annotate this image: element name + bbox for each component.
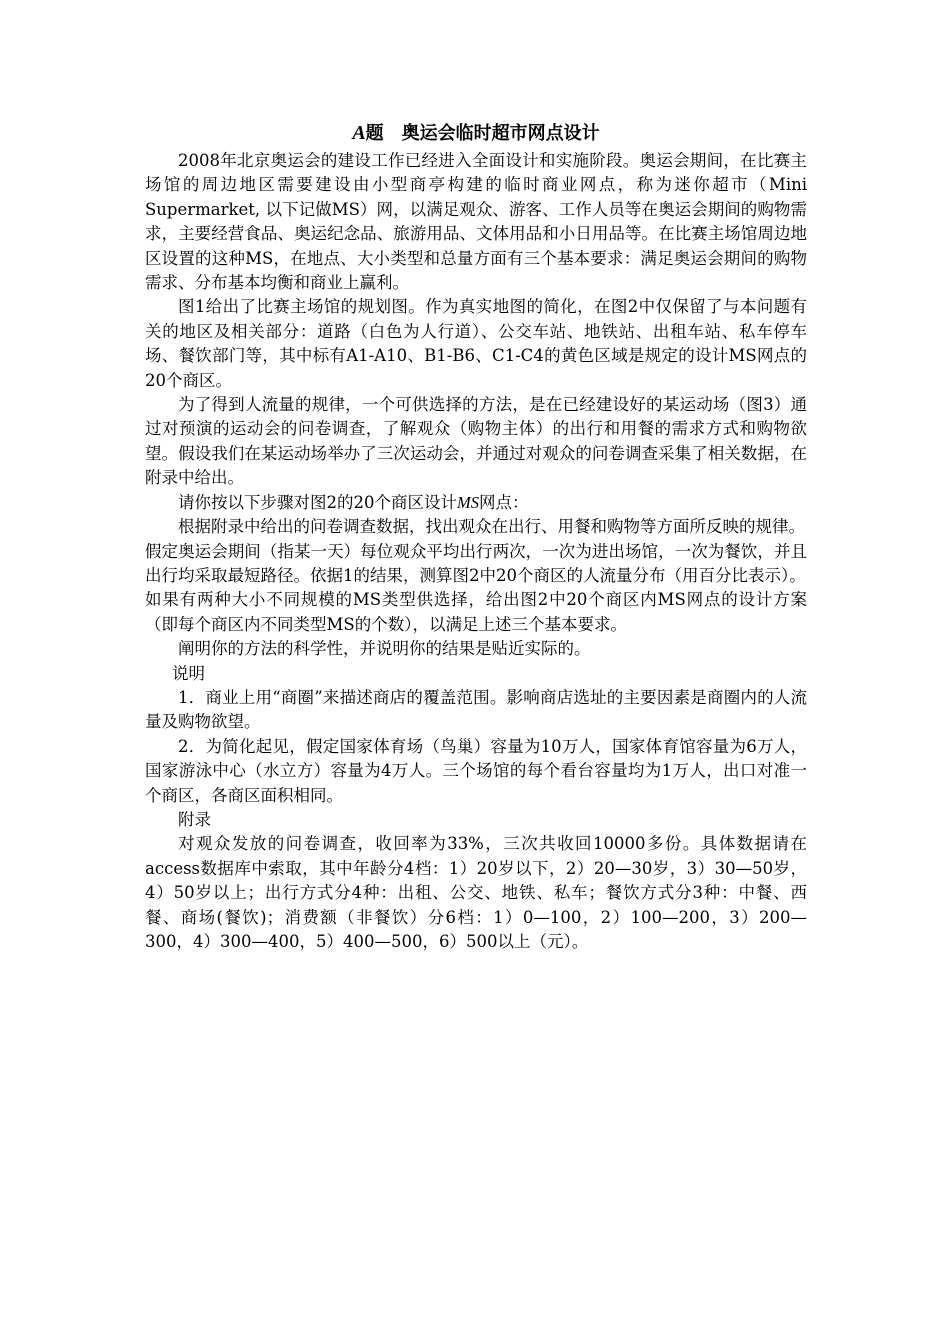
paragraph-step-3: 如果有两种大小不同规模的MS类型供选择，给出图2中20个商区内MS网点的设计方案（即每个商区内不同类型MS的个数），以满足上述三个基本要求。 — [145, 590, 807, 634]
paragraph-step-1: 根据附录中给出的问卷调查数据，找出观众在出行、用餐和购物等方面所反映的规律。 — [178, 517, 805, 537]
document-title — [145, 118, 807, 149]
title-text: 题 奥运会临时超市网点设计 — [365, 123, 600, 144]
document-page — [145, 118, 807, 954]
paragraph-intro: 2008年北京奥运会的建设工作已经进入全面设计和实施阶段。奥运会期间，在比赛主场馆的周边地区需要建设由小型商亭构建的临时商业网点，称为迷你超市（Mini Supermarket, 以下记做MS）网，以满足观众、游客、工作人员等在奥运会期间的购物需求，主要经营食品、奥运纪念品、旅游用品、文体用品和小日用品等。在比赛主场馆周边地区设置的这种MS，在地点、大小类型和总量方面有三个基本要求：满足奥运会期间的购物需求、分布基本均衡和商业上赢利。 — [145, 151, 807, 293]
paragraph-step-4: 阐明你的方法的科学性，并说明你的结果是贴近实际的。 — [178, 639, 591, 659]
paragraph-note-1: 1．商业上用“商圈”来描述商店的覆盖范围。影响商店选址的主要因素是商圈内的人流量及购物欲望。 — [145, 687, 807, 732]
heading-notes: 说明 — [172, 663, 205, 683]
paragraph-task-intro — [145, 491, 807, 515]
paragraph-note-2: 2．为简化起见，假定国家体育场（鸟巢）容量为10万人，国家体育馆容量为6万人，国家游泳中心（水立方）容量为4万人。三个场馆的每个看台容量均为1万人，出口对准一个商区，各商区面积相同。 — [145, 736, 807, 805]
task-intro-ms: MS — [457, 492, 479, 512]
paragraph-appendix: 对观众发放的问卷调查，收回率为33%，三次共收回10000多份。具体数据请在access数据库中索取，其中年龄分4档：1）20岁以下，2）20—30岁，3）30—50岁，4）50岁以上；出行方式分4种：出租、公交、地铁、私车；餐饮方式分3种：中餐、西餐、商场(餐饮)；消费额（非餐饮）分6档：1）0—100，2）100—200，3）200—300，4）300—400，5）400—500，6）500以上（元）。 — [145, 834, 807, 951]
paragraph-step-2: 假定奥运会期间（指某一天）每位观众平均出行两次，一次为进出场馆，一次为餐饮，并且出行均采取最短路径。依据1的结果，测算图2中20个商区的人流量分布（用百分比表示）。 — [145, 541, 807, 585]
paragraph-map-description: 图1给出了比赛主场馆的规划图。作为真实地图的简化，在图2中仅保留了与本问题有关的地区及相关部分：道路（白色为人行道）、公交车站、地铁站、出租车站、私车停车场、餐饮部门等，其中标有A1-A10、B1-B6、C1-C4的黄色区域是规定的设计MS网点的20个商区。 — [145, 297, 807, 390]
paragraph-survey-method: 为了得到人流量的规律，一个可供选择的方法，是在已经建设好的某运动场（图3）通过对预演的运动会的问卷调查，了解观众（购物主体）的出行和用餐的需求方式和购物欲望。假设我们在某运动场举办了三次运动会，并通过对观众的问卷调查采集了相关数据，在附录中给出。 — [145, 395, 807, 488]
task-intro-suffix: 网点： — [479, 492, 529, 512]
title-letter: A — [352, 122, 366, 144]
heading-appendix: 附录 — [178, 809, 211, 829]
task-intro-text: 请你按以下步骤对图2的20个商区设计 — [178, 492, 457, 512]
